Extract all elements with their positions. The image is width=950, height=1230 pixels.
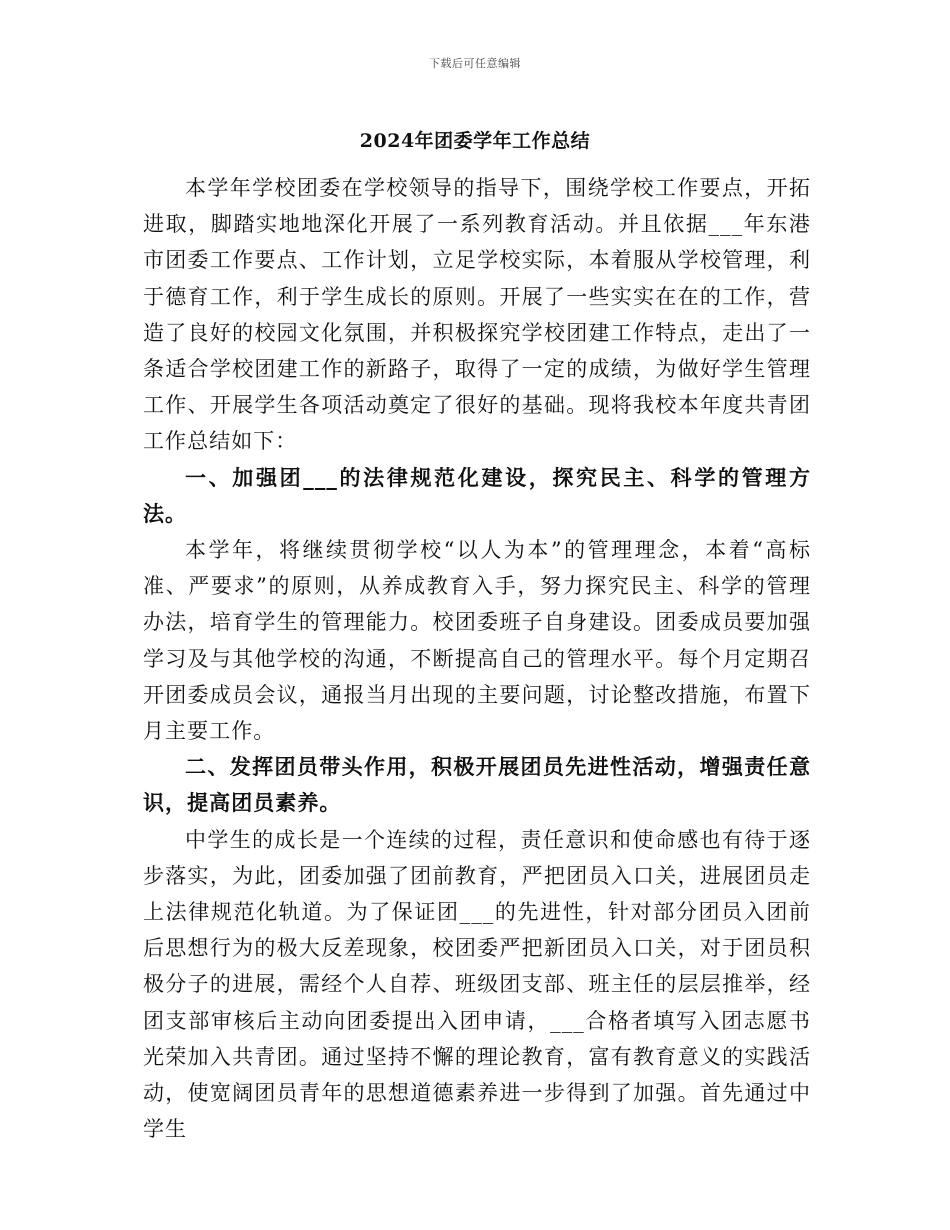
body-paragraph: 本学年学校团委在学校领导的指导下，围绕学校工作要点，开拓进取，脚踏实地地深化开展了一系列教育活动。并且依据___年东港市团委工作要点、工作计划，立足学校实际，本着服从学校管理，利于德育工作，利于学生成长的原则。开展了一些实实在在的工作，营造了良好的校园文化氛围，并积极探究学校团建工作特点，走出了一条适合学校团建工作的新路子，取得了一定的成绩，为做好学生管理工作、开展学生各项活动奠定了很好的基础。现将我校本年度共青团工作总结如下：: [143, 176, 811, 454]
section-heading-1: 一、加强团___的法律规范化建设，探究民主、科学的管理方法。: [143, 464, 811, 526]
header-note: 下载后可任意编辑: [429, 57, 521, 70]
body-paragraph: 中学生的成长是一个连续的过程，责任意识和使命感也有待于逐步落实，为此，团委加强了团前教育，严把团员入口关，进展团员走上法律规范化轨道。为了保证团___的先进性，针对部分团员入团前后思想行为的极大反差现象，校团委严把新团员入口关，对于团员积极分子的进展，需经个人自荐、班级团支部、班主任的层层推举，经团支部审核后主动向团委提出入团申请，___合格者填写入团志愿书光荣加入共青团。通过坚持不懈的理论教育，富有教育意义的实践活动，使宽阔团员青年的思想道德素养进一步得到了加强。首先通过中学生: [143, 827, 811, 1142]
document-body: [143, 170, 811, 1147]
document-title: 2024年团委学年工作总结: [359, 130, 591, 152]
body-paragraph: 本学年，将继续贯彻学校“以人为本”的管理理念，本着“高标准、严要求”的原则，从养成教育入手，努力探究民主、科学的管理办法，培育学生的管理能力。校团委班子自身建设。团委成员要加强学习及与其他学校的沟通，不断提高自己的管理水平。每个月定期召开团委成员会议，通报当月出现的主要问题，讨论整改措施，布置下月主要工作。: [143, 538, 811, 744]
section-heading-2: 二、发挥团员带头作用，积极开展团员先进性活动，增强责任意识，提高团员素养。: [143, 754, 811, 816]
